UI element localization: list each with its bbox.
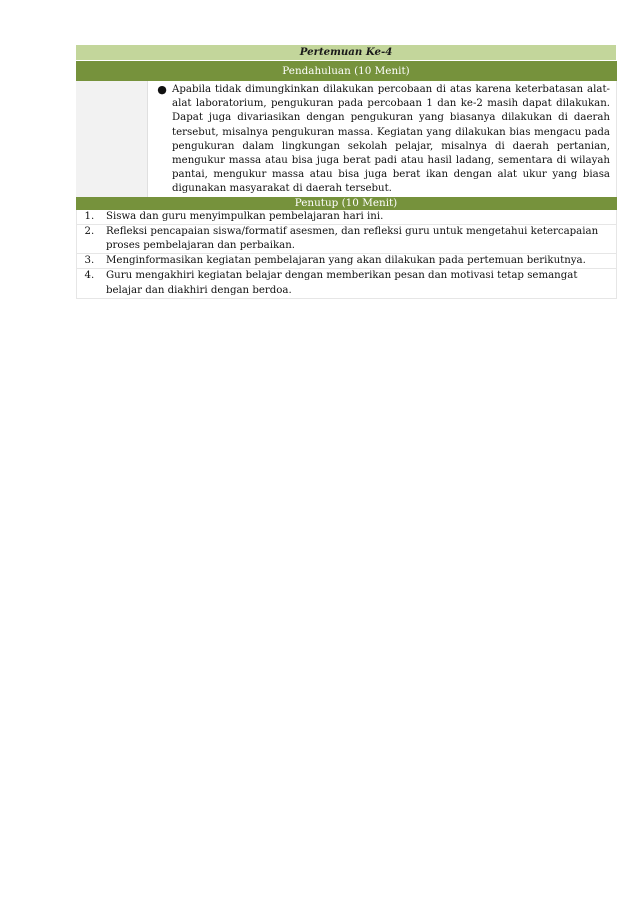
list-item-number: 4.: [76, 269, 106, 298]
bullet-text: Apabila tidak dimungkinkan dilakukan percobaan di atas karena keterbatasan alat-alat laboratorium, pengukuran pada percobaan 1 dan ke-2 masih dapat dilakukan. Dapat juga divariasikan dengan pengukuran yang biasanya dilakukan di daerah tersebut, misalnya pengukuran massa. Kegiatan yang dilakukan bias mengacu pada pengukuran dalam lingkungan sekolah pelajar, misalnya di daerah pertanian, mengukur massa atau bisa juga berat padi atau hasil ladang, sementara di wilayah pantai, mengukur massa atau bisa juga berat ikan dengan alat ukur yang biasa digunakan masyarakat di daerah tersebut.: [172, 84, 610, 195]
intro-blank-cell: [76, 81, 148, 197]
bullet-dot-icon: ●: [157, 83, 167, 96]
list-item-number: 3.: [76, 254, 106, 269]
bullet-item: [148, 81, 616, 197]
list-item-number: 2.: [76, 224, 106, 253]
intro-bullet-cell: [148, 81, 617, 197]
list-item-text: Refleksi pencapaian siswa/formatif asesmen, dan refleksi guru untuk mengetahui ketercapaian proses pembelajaran dan perbaikan.: [106, 224, 616, 253]
closing-list-table: [76, 210, 617, 299]
list-item: [76, 224, 616, 253]
meeting-title-row: [76, 45, 617, 61]
intro-section-heading: Pendahuluan (10 Menit): [76, 61, 617, 82]
list-item-text: Menginformasikan kegiatan pembelajaran yang akan dilakukan pada pertemuan berikutnya.: [106, 254, 616, 269]
list-item: [76, 210, 616, 225]
closing-list: [76, 210, 617, 299]
list-item-text: Guru mengakhiri kegiatan belajar dengan memberikan pesan dan motivasi tetap semangat belajar dan diakhiri dengan berdoa.: [106, 269, 616, 298]
list-item: [76, 269, 616, 298]
intro-content-row: [76, 81, 617, 197]
closing-section-heading: Penutup (10 Menit): [76, 197, 617, 210]
list-item-text: Siswa dan guru menyimpulkan pembelajaran hari ini.: [106, 210, 616, 225]
list-item: [76, 254, 616, 269]
meeting-title: Pertemuan Ke-4: [76, 45, 617, 61]
closing-section-header-row: [76, 197, 617, 210]
intro-section-header-row: [76, 61, 617, 82]
lesson-plan-table: [75, 44, 617, 299]
list-item-number: 1.: [76, 210, 106, 225]
